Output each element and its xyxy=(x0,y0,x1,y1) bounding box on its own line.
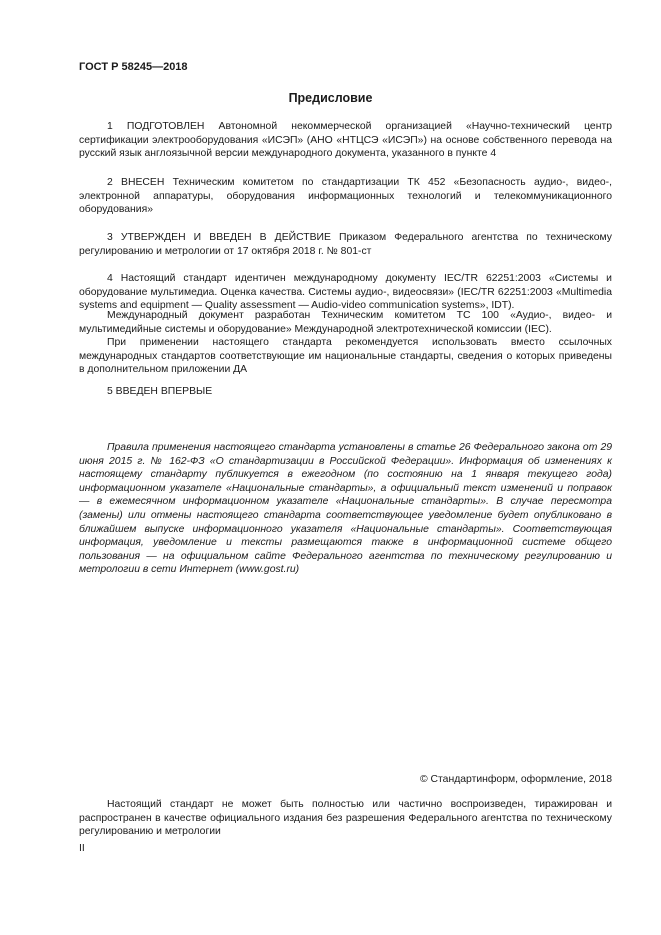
item-3-paragraph: 3 УТВЕРЖДЕН И ВВЕДЕН В ДЕЙСТВИЕ Приказом Федерального агентства по техническому регулированию и метрологии от 17 октября 2018 г. № 801-ст xyxy=(79,232,612,257)
item-2-paragraph: 2 ВНЕСЕН Техническим комитетом по стандартизации ТК 452 «Безопасность аудио-, видео-, электронной аппаратуры, оборудования информационных технологий и телекоммуникационного оборудования» xyxy=(79,177,612,216)
item-4-references-paragraph: При применении настоящего стандарта рекомендуется использовать вместо ссылочных международных стандартов соответствующие им национальные стандарты, сведения о которых приведены в дополнительном приложении ДА xyxy=(79,337,612,376)
reproduction-notice-paragraph: Настоящий стандарт не может быть полностью или частично воспроизведен, тиражирован и распространен в качестве официального издания без разрешения Федерального агентства по техническому регулированию и метрологии xyxy=(79,799,612,838)
item-4-paragraph: 4 Настоящий стандарт идентичен международному документу IEC/TR 62251:2003 «Системы и оборудование мультимедиа. Оценка качества. Системы аудио-, видеосвязи» (IEC/TR 62251:2003 «Multimedia systems and equipment — Quality assessment — Audio-video communication systems», IDT). xyxy=(79,273,612,312)
page-title: Предисловие xyxy=(288,91,373,105)
item-5-paragraph: 5 ВВЕДЕН ВПЕРВЫЕ xyxy=(107,386,213,397)
item-4-international-document-paragraph: Международный документ разработан Техническим комитетом ТС 100 «Аудио-, видео- и мультимедийные системы и оборудование» Международной электротехнической комиссии (IEC). xyxy=(79,310,612,335)
rules-notice-paragraph: Правила применения настоящего стандарта установлены в статье 26 Федерального закона от 29 июня 2015 г. № 162-ФЗ «О стандартизации в Российской Федерации». Информация об изменениях к настоящему стандарту публикуется в ежегодном (по состоянию на 1 января текущего года) информационном указателе «Национальные стандарты», а официальный текст изменений и поправок — в ежемесячном информационном указателе «Национальные стандарты». В случае пересмотра (замены) или отмены настоящего стандарта соответствующее уведомление будет опубликовано в ближайшем выпуске информационного указателя «Национальные стандарты». Соответствующая информация, уведомление и тексты размещаются также в информационной системе общего пользования — на официальном сайте Федерального агентства по техническому регулированию и метрологии в сети Интернет (www.gost.ru) xyxy=(79,442,612,576)
page-number: II xyxy=(79,843,85,854)
copyright-line: © Стандартинформ, оформление, 2018 xyxy=(419,774,612,785)
standard-number-header: ГОСТ Р 58245—2018 xyxy=(79,61,188,73)
item-1-paragraph: 1 ПОДГОТОВЛЕН Автономной некоммерческой организацией «Научно-технический центр сертификации электрооборудования «ИСЭП» (АНО «НТЦСЭ «ИСЭП») на основе собственного перевода на русский язык англоязычной версии международного документа, указанного в пункте 4 xyxy=(79,121,612,160)
